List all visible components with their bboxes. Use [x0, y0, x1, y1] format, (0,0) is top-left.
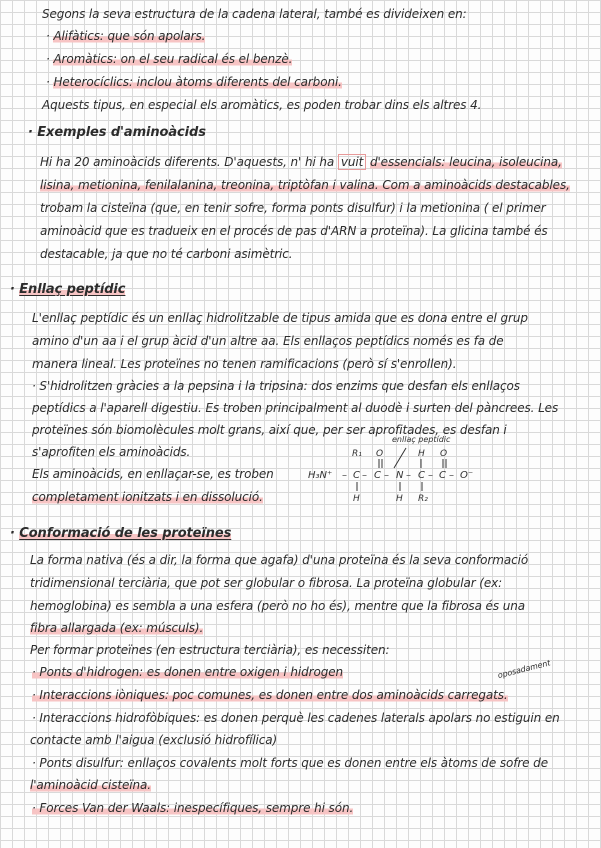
bullet-item: [32, 800, 353, 816]
closing-line: Aquests tipus, en especial els aromàtics, es poden trobar dins els altres 4.: [42, 98, 482, 112]
paragraph-line: [40, 154, 562, 170]
paragraph-line: trobam la cisteïna (que, en tenir sofre, forma ponts disulfur) i la metionina ( el primer: [40, 201, 546, 215]
list-item-text: Aromàtics: on el seu radical és el benzè.: [53, 52, 293, 66]
paragraph-line: · S'hidrolitzen gràcies a la pepsina i la tripsina: dos enzims que desfan els enllaços: [32, 379, 520, 393]
r1-label: R₁: [352, 449, 362, 459]
section-exemples-title: Exemples d'aminoàcids: [37, 125, 206, 140]
list-item-text: Heterocíclics: inclou àtoms diferents del carboni.: [53, 75, 342, 89]
boxed-word: vuit: [338, 154, 366, 170]
paragraph-line: s'aprofiten els aminoàcids.: [32, 445, 191, 459]
section-enllac-title: Enllaç peptídic: [19, 282, 126, 297]
intro-line: Segons la seva estructura de la cadena lateral, també es divideixen en:: [42, 7, 467, 21]
c2-label: C: [374, 470, 381, 481]
c3-label: C: [418, 470, 425, 481]
paragraph-line: proteïnes són biomolècules molt grans, així que, per ser aprofitades, es desfan i: [32, 423, 507, 437]
paragraph-line: tridimensional terciària, que pot ser globular o fibrosa. La proteïna globular (ex:: [30, 576, 503, 590]
paragraph-line: La forma nativa (és a dir, la forma que agafa) d'una proteïna és la seva conformació: [30, 553, 529, 567]
highlight-span: lisina, metionina, fenilalanina, treonina, triptòfan i valina. Com a aminoàcids destacables,: [40, 178, 570, 192]
paragraph-line: L'enllaç peptídic és un enllaç hidrolitzable de tipus amida que es dona entre el grup: [32, 311, 528, 325]
highlight-span: · Forces Van der Waals: inespecífiques, sempre hi són.: [32, 801, 354, 815]
peptide-bond-diagram: [306, 430, 486, 508]
bond-dash: –: [342, 470, 347, 481]
highlight-span: completament ionitzats i en dissolució.: [32, 490, 263, 504]
highlight-span: fibra allargada (ex: músculs).: [30, 621, 204, 635]
paragraph-line: Els aminoàcids, en enllaçar-se, es troben: [32, 467, 274, 481]
bond-dash: –: [428, 470, 433, 481]
highlight-span: d'essencials: leucina, isoleucina,: [369, 155, 562, 169]
bond-dash: –: [384, 470, 389, 481]
bullet-item: [32, 664, 343, 680]
bullet-item: · Ponts disulfur: enllaços covalents molt forts que es donen entre els àtoms de sofre de: [32, 756, 548, 770]
n-label: N: [396, 470, 404, 481]
paragraph-line: aminoàcid que es tradueix en el procés de pas d'ARN a proteïna). La glicina també és: [40, 224, 548, 238]
o2-label: O: [440, 449, 448, 459]
paragraph-line: [32, 489, 263, 505]
h-label: H: [418, 449, 425, 459]
o-minus-label: O⁻: [460, 470, 474, 481]
list-item-aromatics: [46, 51, 292, 67]
bullet-item: [32, 687, 508, 703]
bond-dash: –: [406, 470, 411, 481]
list-item-alifatics: [46, 28, 205, 44]
text-span: Hi ha 20 aminoàcids diferents. D'aquests, n' hi ha: [40, 155, 335, 169]
c1-label: C: [353, 470, 360, 481]
bond-dash: –: [449, 470, 454, 481]
list-item-heterociclics: [46, 74, 342, 90]
paragraph-line: Per formar proteïnes (en estructura terciària), es necessiten:: [30, 643, 390, 657]
paragraph-line: [40, 177, 570, 193]
section-enllac-heading: · Enllaç peptídic: [10, 282, 126, 297]
highlight-span: · Ponts d'hidrogen: es donen entre oxigen i hidrogen: [32, 665, 344, 679]
paragraph-line: hemoglobina) es sembla a una esfera (però no ho és), mentre que la fibrosa és una: [30, 599, 525, 613]
bullet: ·: [46, 75, 54, 89]
enllac-label: enllaç peptídic: [392, 435, 451, 444]
o1-label: O: [376, 449, 384, 459]
bullet: ·: [46, 52, 54, 66]
bond-dash: –: [362, 470, 367, 481]
section-conformacio-heading: · Conformació de les proteïnes: [10, 526, 232, 541]
bullet: ·: [46, 29, 54, 43]
paragraph-line: manera lineal. Les proteïnes no tenen ramificacions (però sí s'enrollen).: [32, 357, 457, 371]
paragraph-line: destacable, ja que no té carboni asimètric.: [40, 247, 293, 261]
highlight-span: l'aminoàcid cisteïna.: [30, 778, 151, 792]
section-exemples-heading: · Exemples d'aminoàcids: [28, 125, 206, 140]
bullet-item: · Interaccions hidrofòbiques: es donen perquè les cadenes laterals apolars no estiguin en: [32, 711, 560, 725]
h1-label: H: [353, 494, 360, 504]
r2-label: R₂: [418, 494, 428, 504]
h3n-label: H₃N⁺: [308, 470, 333, 481]
bullet-item-continuation: contacte amb l'aigua (exclusió hidrofílica): [30, 733, 278, 747]
bullet-item-continuation: [30, 777, 151, 793]
list-item-text: Alifàtics: que són apolars.: [53, 29, 206, 43]
c4-label: C: [439, 470, 446, 481]
paragraph-line: peptídics a l'aparell digestiu. Es troben principalment al duodè i surten del pàncrees. Les: [32, 401, 559, 415]
paragraph-line: [30, 620, 203, 636]
highlight-span: · Interaccions iòniques: poc comunes, es donen entre dos aminoàcids carregats.: [32, 688, 508, 702]
section-conformacio-title: Conformació de les proteïnes: [19, 526, 232, 541]
paragraph-line: amino d'un aa i el grup àcid d'un altre aa. Els enllaços peptídics només es fa de: [32, 334, 504, 348]
h2-label: H: [396, 494, 403, 504]
side-note: oposadament: [496, 658, 552, 681]
